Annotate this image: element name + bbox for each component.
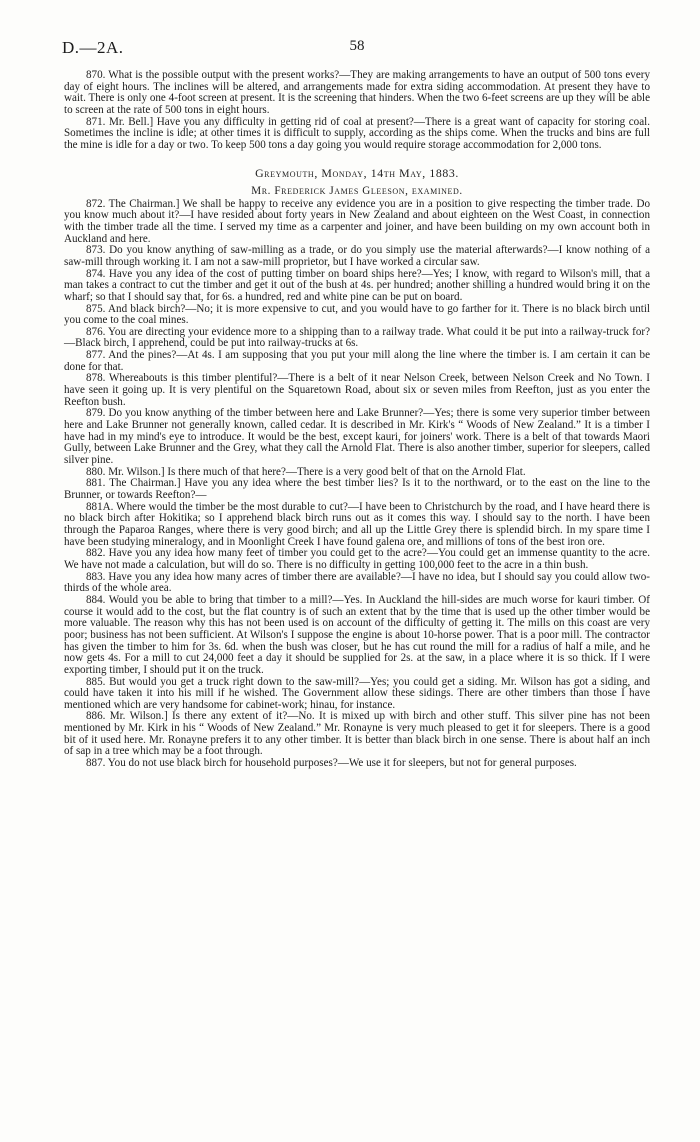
page-number: 58: [349, 38, 365, 54]
paragraph-883: 883. Have you any idea how many acres of timber there are available?—I have no idea, but I should say you could allow two-thirds of the whole area.: [64, 570, 650, 595]
paragraph-880: 880. Mr. Wilson.] Is there much of that here?—There is a very good belt of that on the Arnold Flat.: [86, 465, 526, 478]
paragraph-870: 870. What is the possible output with the present works?—They are making arrangements to have an output of 500 tons every day of eight hours. The inclines will be altered, and arrangements made for extra siding accommodation. At present they have to wait. There is only one 4-foot screen at present. It is the screening that hinders. When the two 6-feet screens are up they will be able to screen at the rate of 500 tons in eight hours.: [64, 69, 650, 116]
session-heading: Greymouth, Monday, 14th May, 1883.: [255, 165, 459, 180]
paragraph-878: 878. Whereabouts is this timber plentiful?—There is a belt of it near Nelson Creek, between Nelson Creek and No Town. I have seen it going up. It is very plentiful on the Squaretown Road, about six or seven miles from Reefton, just as you enter the Reefton bush.: [64, 372, 650, 408]
top-section: [64, 70, 650, 152]
paragraph-882: 882. Have you any idea how many feet of timber you could get to the acre?—You could get an immense quantity to the acre. We have not made a calculation, but will do so. There is no difficulty in getting 100,000 feet to the acre in a thin bush.: [64, 547, 650, 571]
paragraph-886: 886. Mr. Wilson.] Is there any extent of it?—No. It is mixed up with birch and other stuff. This silver pine has not been mentioned by Mr. Kirk in his “ Woods of New Zealand.” Mr. Ronayne is very much pleased to get it for sleepers. There is a good bit of it used here. Mr. Ronayne prefers it to any other timber. It is better than black birch in one sense. There is about half an inch of sap in a tree which may be a foot through.: [64, 710, 650, 758]
page-header: [64, 38, 650, 66]
evidence-section: [64, 199, 650, 770]
paragraph-872: 872. The Chairman.] We shall be happy to receive any evidence you are in a position to give respecting the timber trade. Do you know much about it?—I have resided about forty years in New Zealand and about eighteen on the West Coast, in connection with the timber trade all the time. I served my time as a carpenter and joiner, and have been building on my own account both in Auckland and here.: [64, 197, 650, 245]
paragraph-881a: 881A. Where would the timber be the most durable to cut?—I have been to Christchurch by the road, and I have heard there is no black birch after Hokitika; so I apprehend black birch runs out as it comes this way. I should say to the north. I have been through the Paparoa Ranges, where there is very good birch; and all up the Little Grey there is splendid birch. In my spare time I have been studying mineralogy, and in Moonlight Creek I have found galena ore, and millions of tons of the best iron ore.: [64, 500, 650, 548]
paragraph-881: 881. The Chairman.] Have you any idea where the best timber lies? Is it to the northward, or to the east on the line to the Brunner, or towards Reefton?—: [64, 477, 650, 501]
paragraph-871: 871. Mr. Bell.] Have you any difficulty in getting rid of coal at present?—There is a great want of capacity for storing coal. Sometimes the incline is idle; at other times it is difficult to supply, according as the ships come. When the trucks and bins are full the mine is idle for a day or two. To keep 500 tons a day going you would require storage accommodation for 2,000 tons.: [64, 115, 650, 151]
witness-heading: [64, 185, 650, 197]
paragraph-873: 873. Do you know anything of saw-milling as a trade, or do you simply use the material afterwards?—I know nothing of a saw-mill through working it. I am not a saw-mill proprietor, but I have worked a circular saw.: [64, 244, 650, 268]
paragraph-875: 875. And black birch?—No; it is more expensive to cut, and you would have to go farther for it. There is no black birch until you come to the coal mines.: [64, 302, 650, 327]
document-code: D.—2A.: [62, 38, 124, 57]
paragraph-876: 876. You are directing your evidence more to a shipping than to a railway trade. What could it be put into a railway-truck for?—Black birch, I apprehend, could be put into railway-trucks at 6s.: [64, 325, 650, 350]
paragraph-884: 884. Would you be able to bring that timber to a mill?—Yes. In Auckland the hill-sides are much worse for kauri timber. Of course it would add to the cost, but the flat country is of such an extent that by the time that is used up the other timber would be more valuable. The reason why this has not been used is on account of the difficulty of getting it. The mills on this coast are very poor; business has not been sufficient. At Wilson's I suppose the engine is about 10-horse power. That is a poor mill. The contractor has given the timber to him for 3s. 6d. when the bush was closer, but he has cut round the mill for a radius of half a mile, and he now gets 4s. For a mill to cut 24,000 feet a day it should be supplied for 2s. at the saw, in a place where it is so thick. If I were exporting timber, I should put it on the truck.: [64, 593, 650, 676]
paragraph-879: 879. Do you know anything of the timber between here and Lake Brunner?—Yes; there is some very superior timber between here and Lake Brunner not generally known, called cedar. It is described in Mr. Kirk's “ Woods of New Zealand.” It is a timber I have had in my mind's eye to introduce. It would be the best, except kauri, for joiners' work. There is a belt of that towards Maori Gully, between Lake Brunner and the Grey, what they call the Arnold Flat. There is also another timber, superior for sleepers, called silver pine.: [64, 407, 650, 467]
paragraph-877: 877. And the pines?—At 4s. I am supposing that you put your mill along the line where the timber is. I am certain it can be done for that.: [64, 349, 650, 373]
witness-name: Mr. Frederick James Gleeson, examined.: [251, 184, 463, 197]
paragraph-874: 874. Have you any idea of the cost of putting timber on board ships here?—Yes; I know, with regard to Wilson's mill, that a man takes a contract to cut the timber and get it out of the bush at 4s. per hundred; another shilling a hundred would bring it on the wharf; so that I should say that, for 6s. a hundred, red and white pine can be put on board.: [64, 267, 650, 303]
paragraph-885: 885. But would you get a truck right down to the saw-mill?—Yes; you could get a siding. Mr. Wilson has got a siding, and could have taken it into his mill if he wished. The Government allow these sidings. There are other timbers than those I have mentioned which are very handsome for cabinet-work; hinau, for instance.: [64, 675, 650, 711]
paragraph-887: 887. You do not use black birch for household purposes?—We use it for sleepers, but not for general purposes.: [86, 757, 577, 770]
